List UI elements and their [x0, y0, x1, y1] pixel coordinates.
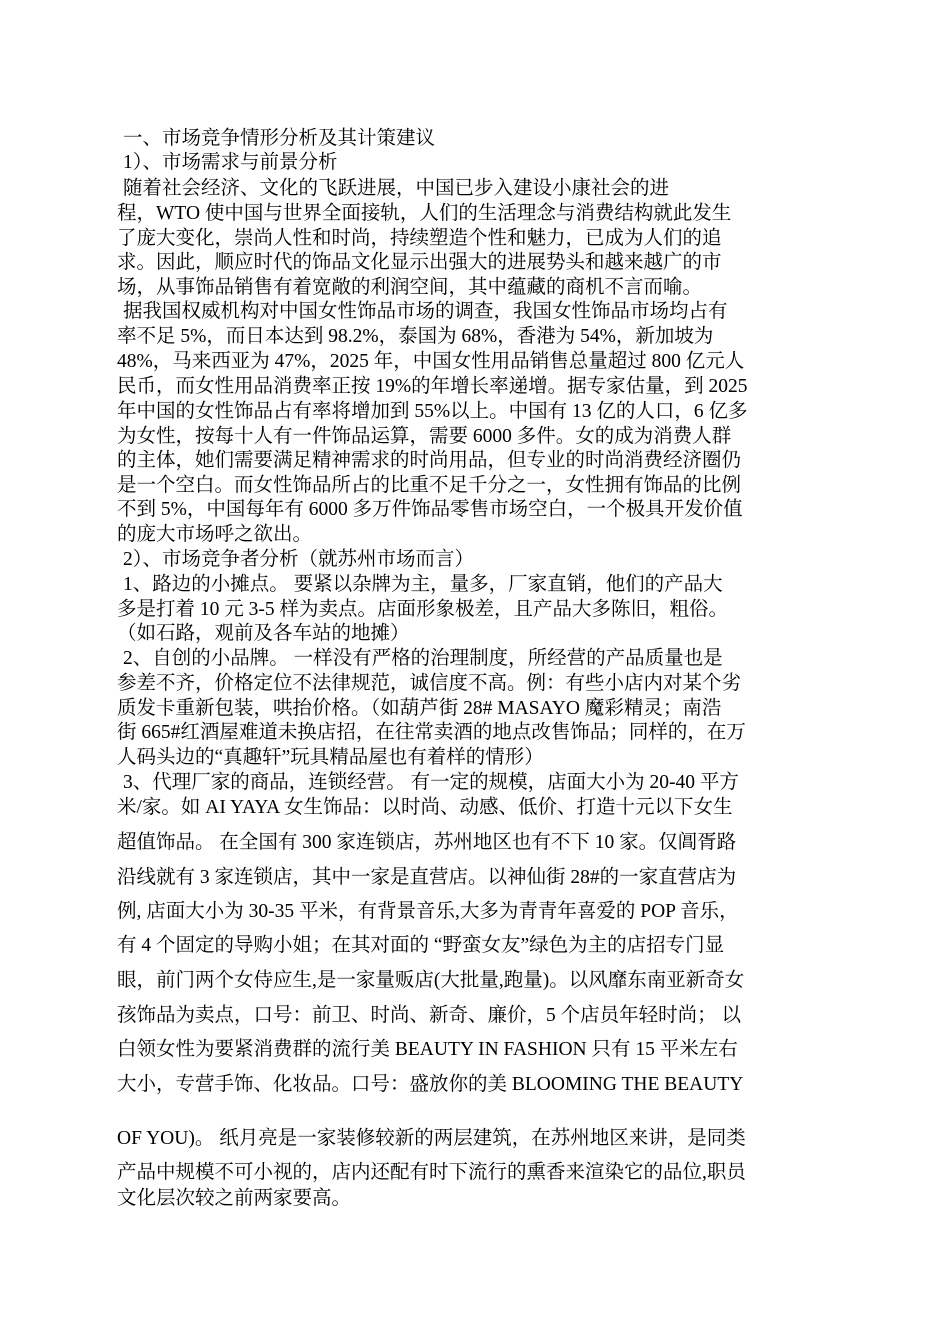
text-line: 据我国权威机构对中国女性饰品市场的调查，我国女性饰品市场均占有 [123, 301, 728, 322]
text-line: 人码头边的“真趣轩”玩具精品屋也有着样的情形） [117, 747, 544, 768]
section-heading: 一、市场竞争情形分析及其计策建议 [123, 128, 436, 149]
text-line: 3、代理厂家的商品，连锁经营。 有一定的规模，店面大小为 20-40 平方 [123, 772, 739, 793]
text-line: 超值饰品。 在全国有 300 家连锁店，苏州地区也有不下 10 家。仅阊胥路 [117, 832, 737, 853]
text-line: 大小，专营手饰、化妆品。口号：盛放你的美 BLOOMING THE BEAUTY [117, 1074, 744, 1095]
text-line: 米/家。如 AI YAYA 女生饰品：以时尚、动感、低价、打造十元以下女生 [117, 797, 733, 818]
text-line: 的庞大市场呼之欲出。 [117, 524, 313, 545]
text-line: 随着社会经济、文化的飞跃进展，中国已步入建设小康社会的进 [123, 178, 670, 199]
text-line: 质发卡重新包装，哄抬价格。（如葫芦街 28# MASAYO 魔彩精灵；南浩 [117, 698, 722, 719]
text-line: 白领女性为要紧消费群的流行美 BEAUTY IN FASHION 只有 15 平米左右 [117, 1039, 738, 1060]
text-line: 1、路边的小摊点。 要紧以杂牌为主，量多，厂家直销，他们的产品大 [123, 574, 723, 595]
text-line: 民币，而女性用品消费率正按 19%的年增长率递增。据专家估量，到 2025 [117, 376, 748, 397]
subsection-heading: 2）、市场竞争者分析（就苏州市场而言） [123, 549, 475, 570]
text-line: 孩饰品为卖点，口号：前卫、时尚、新奇、廉价，5 个店员年轻时尚； 以 [117, 1005, 742, 1026]
text-line: 2、自创的小品牌。 一样没有严格的治理制度，所经营的产品质量也是 [123, 648, 723, 669]
text-line: 眼，前门两个女侍应生,是一家量贩店(大批量,跑量)。以风靡东南亚新奇女 [117, 970, 745, 991]
text-line: 为女性，按每十人有一件饰品运算，需要 6000 多件。女的成为消费人群 [117, 426, 732, 447]
text-line: 例, 店面大小为 30-35 平米，有背景音乐,大多为青青年喜爱的 POP 音乐， [117, 901, 739, 922]
text-line: 文化层次较之前两家要高。 [117, 1188, 352, 1209]
text-line: 有 4 个固定的导购小姐；在其对面的 “野蛮女友”绿色为主的店招专门显 [117, 935, 725, 956]
text-line: 不到 5%，中国每年有 6000 多万件饰品零售市场空白，一个极具开发价值 [117, 499, 743, 520]
text-line: 参差不齐，价格定位不法律规范，诚信度不高。例：有些小店内对某个劣 [117, 673, 742, 694]
text-line: 程，WTO 使中国与世界全面接轨，人们的生活理念与消费结构就此发生 [117, 203, 732, 224]
subsection-heading: 1）、市场需求与前景分析 [123, 152, 338, 173]
text-line: （如石路，观前及各车站的地摊） [117, 623, 410, 644]
text-line: 沿线就有 3 家连锁店，其中一家是直营店。以神仙街 28#的一家直营店为 [117, 867, 737, 888]
text-line: 产品中规模不可小视的，店内还配有时下流行的熏香来渲染它的品位,职员 [117, 1162, 746, 1183]
text-line: 是一个空白。而女性饰品所占的比重不足千分之一，女性拥有饰品的比例 [117, 475, 742, 496]
text-line: 街 665#红酒屋难道未换店招，在往常卖酒的地点改售饰品；同样的，在万 [117, 722, 746, 743]
text-line: 多是打着 10 元 3-5 样为卖点。店面形象极差，且产品大多陈旧，粗俗。 [117, 599, 728, 620]
text-line: 年中国的女性饰品占有率将增加到 55%以上。中国有 13 亿的人口，6 亿多 [117, 401, 748, 422]
text-line: 了庞大变化，崇尚人性和时尚，持续塑造个性和魅力，已成为人们的追 [117, 228, 722, 249]
text-line: 求。因此，顺应时代的饰品文化显示出强大的进展势头和越来越广的市 [117, 252, 722, 273]
text-line: 的主体，她们需要满足精神需求的时尚用品，但专业的时尚消费经济圈仍 [117, 450, 742, 471]
text-line: 场，从事饰品销售有着宽敞的利润空间，其中蕴藏的商机不言而喻。 [117, 277, 703, 298]
text-line: OF YOU)。 纸月亮是一家装修较新的两层建筑，在苏州地区来讲，是同类 [117, 1128, 746, 1149]
text-line: 率不足 5%，而日本达到 98.2%，泰国为 68%，香港为 54%，新加坡为 [117, 326, 714, 347]
text-line: 48%，马来西亚为 47%，2025 年，中国女性用品销售总量超过 800 亿元人 [117, 351, 745, 372]
